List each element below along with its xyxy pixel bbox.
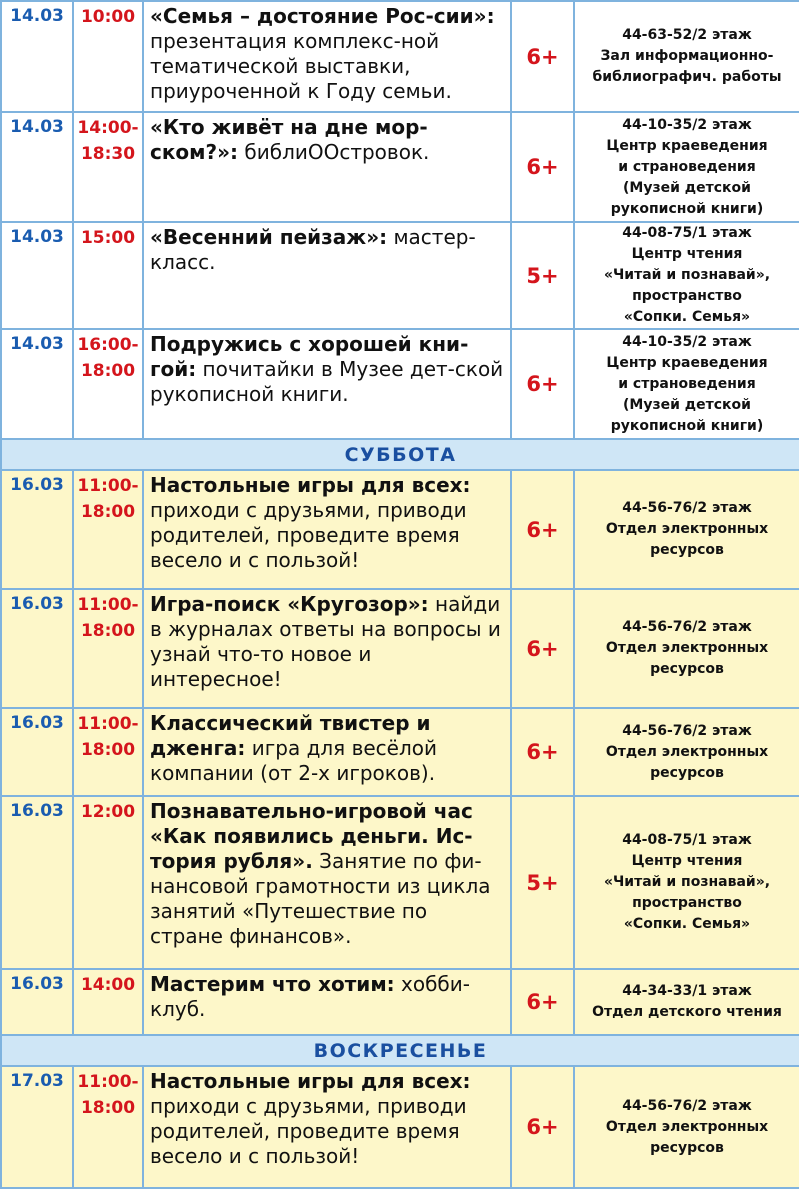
event-title-bold: Познавательно-игровой час «Как появились деньги. Ис-тория рубля». bbox=[150, 799, 473, 873]
event-title-bold: Настольные игры для всех: bbox=[150, 1069, 471, 1093]
event-time-end: 18:00 bbox=[80, 502, 136, 522]
event-time bbox=[73, 708, 143, 796]
event-location bbox=[574, 796, 799, 969]
event-date: 14.03 bbox=[1, 329, 73, 439]
event-title-bold: Мастерим что хотим: bbox=[150, 972, 395, 996]
table-row bbox=[1, 329, 799, 439]
event-date: 14.03 bbox=[1, 112, 73, 222]
location-line: Зал информационно- bbox=[600, 48, 774, 64]
event-location bbox=[574, 470, 799, 589]
location-line: (Музей детской bbox=[623, 396, 751, 413]
location-phone-floor: 44-10-35/2 этаж bbox=[622, 333, 752, 350]
location-phone-floor: 44-10-35/2 этаж bbox=[622, 116, 752, 133]
table-row bbox=[1, 470, 799, 589]
location-line: Отдел электронных bbox=[605, 640, 769, 656]
event-time bbox=[73, 1, 143, 112]
event-title bbox=[143, 1, 511, 112]
table-row bbox=[1, 222, 799, 329]
location-phone-floor: 44-08-75/1 этаж bbox=[622, 832, 752, 848]
location-phone-floor: 44-63-52/2 этаж bbox=[622, 27, 752, 43]
location-line: Отдел электронных bbox=[605, 743, 769, 760]
location-phone-floor: 44-56-76/2 этаж bbox=[622, 722, 752, 739]
age-rating: 6+ bbox=[511, 589, 574, 708]
event-date: 16.03 bbox=[1, 969, 73, 1035]
location-line: ресурсов bbox=[650, 661, 724, 677]
event-time bbox=[73, 1066, 143, 1188]
table-row bbox=[1, 969, 799, 1035]
location-line: и страноведения bbox=[618, 158, 756, 175]
section-title: СУББОТА bbox=[1, 439, 799, 470]
event-location bbox=[574, 1066, 799, 1188]
age-rating: 6+ bbox=[511, 1, 574, 112]
event-title-desc: презентация комплекс-ной тематической выставки, приуроченной к Году семьи. bbox=[150, 29, 452, 103]
section-header-sunday bbox=[1, 1035, 799, 1066]
event-title-bold: «Семья – достояние Рос-сии»: bbox=[150, 4, 495, 28]
location-line: пространство bbox=[632, 895, 742, 911]
table-row bbox=[1, 589, 799, 708]
event-title-desc: библиООстровок. bbox=[238, 140, 430, 164]
location-line: Отдел электронных bbox=[605, 521, 769, 537]
event-title bbox=[143, 708, 511, 796]
event-time-end: 18:00 bbox=[80, 1098, 136, 1118]
event-time bbox=[73, 969, 143, 1035]
event-date: 14.03 bbox=[1, 222, 73, 329]
event-title-desc: Занятие по фи-нансовой грамотности из цикла занятий «Путешествие по стране финансов». bbox=[150, 849, 491, 948]
event-time-end: 18:00 bbox=[80, 621, 136, 641]
event-time-start: 15:00 bbox=[80, 228, 136, 248]
age-rating: 5+ bbox=[511, 796, 574, 969]
event-title-desc: почитайки в Музее дет-ской рукописной книги. bbox=[150, 357, 504, 406]
event-date: 16.03 bbox=[1, 470, 73, 589]
event-title bbox=[143, 222, 511, 329]
location-line: библиографич. работы bbox=[592, 69, 782, 85]
event-location bbox=[574, 708, 799, 796]
event-time-start: 10:00 bbox=[80, 7, 136, 27]
age-rating: 6+ bbox=[511, 969, 574, 1035]
event-title-bold: Подружись с хорошей кни-гой: bbox=[150, 332, 469, 381]
section-header-saturday bbox=[1, 439, 799, 470]
event-title-desc: найди в журналах ответы на вопросы и узнай что-то новое и интересное! bbox=[150, 592, 501, 691]
event-date: 16.03 bbox=[1, 708, 73, 796]
location-line: Отдел электронных bbox=[605, 1118, 769, 1135]
location-line: (Музей детской bbox=[623, 179, 751, 196]
event-title-desc: приходи с друзьями, приводи родителей, проведите время весело и с пользой! bbox=[150, 1094, 467, 1168]
event-time bbox=[73, 329, 143, 439]
table-row bbox=[1, 708, 799, 796]
event-date: 14.03 bbox=[1, 1, 73, 112]
location-line: Отдел детского чтения bbox=[592, 1004, 782, 1020]
event-title bbox=[143, 969, 511, 1035]
table-row bbox=[1, 1066, 799, 1188]
location-line: ресурсов bbox=[650, 1139, 724, 1156]
event-title bbox=[143, 112, 511, 222]
event-title bbox=[143, 470, 511, 589]
event-title-desc: приходи с друзьями, приводи родителей, проведите время весело и с пользой! bbox=[150, 498, 467, 572]
event-location bbox=[574, 329, 799, 439]
event-title-bold: Игра-поиск «Кругозор»: bbox=[150, 592, 429, 616]
location-line: Центр краеведения bbox=[606, 137, 768, 154]
location-line: ресурсов bbox=[650, 764, 724, 781]
event-time-start: 11:00- bbox=[77, 714, 139, 734]
event-date: 17.03 bbox=[1, 1066, 73, 1188]
event-title-desc: игра для весёлой компании (от 2-х игроков). bbox=[150, 736, 437, 785]
event-time-start: 14:00 bbox=[80, 975, 136, 995]
event-time bbox=[73, 796, 143, 969]
event-time-start: 16:00- bbox=[77, 335, 139, 355]
event-time bbox=[73, 222, 143, 329]
event-location bbox=[574, 112, 799, 222]
age-rating: 6+ bbox=[511, 470, 574, 589]
event-date: 16.03 bbox=[1, 589, 73, 708]
location-line: и страноведения bbox=[618, 375, 756, 392]
table-row bbox=[1, 796, 799, 969]
event-location bbox=[574, 1, 799, 112]
age-rating: 6+ bbox=[511, 708, 574, 796]
section-title: ВОСКРЕСЕНЬЕ bbox=[1, 1035, 799, 1066]
event-time-start: 11:00- bbox=[77, 595, 139, 615]
location-phone-floor: 44-34-33/1 этаж bbox=[622, 983, 752, 999]
event-title bbox=[143, 796, 511, 969]
event-title bbox=[143, 589, 511, 708]
event-time-end: 18:30 bbox=[80, 144, 136, 164]
location-line: «Читай и познавай», bbox=[603, 267, 771, 283]
location-line: «Читай и познавай», bbox=[603, 874, 771, 890]
event-date: 16.03 bbox=[1, 796, 73, 969]
event-title bbox=[143, 1066, 511, 1188]
location-line: «Сопки. Семья» bbox=[623, 916, 751, 932]
event-title-bold: «Весенний пейзаж»: bbox=[150, 225, 388, 249]
event-title-bold: «Кто живёт на дне мор-ском?»: bbox=[150, 115, 428, 164]
event-time-start: 14:00- bbox=[77, 118, 139, 138]
event-location bbox=[574, 222, 799, 329]
event-title bbox=[143, 329, 511, 439]
event-location bbox=[574, 589, 799, 708]
location-line: «Сопки. Семья» bbox=[623, 309, 751, 325]
table-row bbox=[1, 1, 799, 112]
table-row bbox=[1, 112, 799, 222]
location-line: Центр краеведения bbox=[606, 354, 768, 371]
location-line: Центр чтения bbox=[631, 853, 743, 869]
event-time-start: 11:00- bbox=[77, 1072, 139, 1092]
event-title-bold: Классический твистер и дженга: bbox=[150, 711, 431, 760]
event-time-end: 18:00 bbox=[80, 740, 136, 760]
age-rating: 6+ bbox=[511, 112, 574, 222]
location-phone-floor: 44-08-75/1 этаж bbox=[622, 225, 752, 241]
event-title-bold: Настольные игры для всех: bbox=[150, 473, 471, 497]
event-time-end: 18:00 bbox=[80, 361, 136, 381]
event-time bbox=[73, 589, 143, 708]
event-title-desc: мастер-класс. bbox=[150, 225, 476, 274]
location-line: Центр чтения bbox=[631, 246, 743, 262]
location-line: рукописной книги) bbox=[610, 200, 764, 217]
event-time-start: 11:00- bbox=[77, 476, 139, 496]
location-phone-floor: 44-56-76/2 этаж bbox=[622, 500, 752, 516]
age-rating: 6+ bbox=[511, 1066, 574, 1188]
location-line: ресурсов bbox=[650, 542, 724, 558]
event-time bbox=[73, 470, 143, 589]
location-phone-floor: 44-56-76/2 этаж bbox=[622, 1097, 752, 1114]
location-line: рукописной книги) bbox=[610, 417, 764, 434]
event-title-desc: хобби-клуб. bbox=[150, 972, 470, 1021]
age-rating: 5+ bbox=[511, 222, 574, 329]
event-time-start: 12:00 bbox=[80, 802, 136, 822]
location-line: пространство bbox=[632, 288, 742, 304]
event-time bbox=[73, 112, 143, 222]
event-location bbox=[574, 969, 799, 1035]
location-phone-floor: 44-56-76/2 этаж bbox=[622, 619, 752, 635]
age-rating: 6+ bbox=[511, 329, 574, 439]
